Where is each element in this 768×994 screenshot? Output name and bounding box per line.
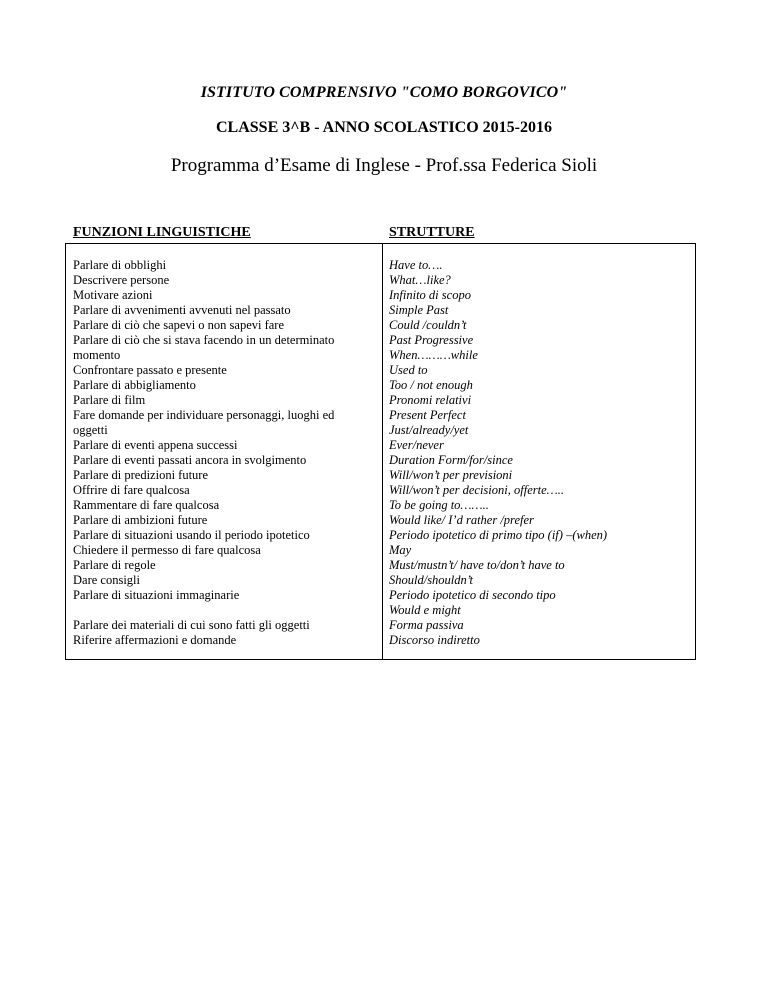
funzione-item: Parlare di obblighi (73, 258, 167, 272)
struttura-item: Would e might (389, 603, 461, 617)
funzione-item: Parlare di ambizioni future (73, 513, 208, 527)
funzione-item: momento (73, 348, 121, 362)
struttura-item: Discorso indiretto (389, 633, 480, 647)
struttura-item: Would like/ I’d rather /prefer (389, 513, 534, 527)
strutture-list (389, 258, 689, 648)
struttura-item: Present Perfect (389, 408, 466, 422)
funzione-item: Chiedere il permesso di fare qualcosa (73, 543, 261, 557)
funzione-item: oggetti (73, 423, 108, 437)
program-title: Programma d’Esame di Inglese - Prof.ssa Federica Sioli (170, 155, 598, 176)
funzione-item: Rammentare di fare qualcosa (73, 498, 220, 512)
struttura-item: Used to (389, 363, 428, 377)
struttura-item: Duration Form/for/since (389, 453, 513, 467)
strutture-heading: STRUTTURE (389, 225, 475, 240)
funzione-item: Descrivere persone (73, 273, 170, 287)
funzione-item: Confrontare passato e presente (73, 363, 227, 377)
struttura-item: Should/shouldn’t (389, 573, 474, 587)
struttura-item: Forma passiva (389, 618, 464, 632)
struttura-item: Too / not enough (389, 378, 473, 392)
struttura-item: Periodo ipotetico di secondo tipo (389, 588, 556, 602)
funzione-item: Fare domande per individuare personaggi, luoghi ed (73, 408, 335, 422)
funzione-item: Parlare di regole (73, 558, 156, 572)
struttura-item: May (389, 543, 412, 557)
funzioni-list (73, 258, 378, 648)
funzione-item: Parlare di predizioni future (73, 468, 209, 482)
struttura-item: Must/mustn’t/ have to/don’t have to (389, 558, 565, 572)
column-divider (382, 244, 383, 659)
struttura-item: Simple Past (389, 303, 449, 317)
struttura-item: Pronomi relativi (389, 393, 472, 407)
struttura-item: Periodo ipotetico di primo tipo (if) –(when) (389, 528, 608, 542)
funzione-item: Parlare di ciò che sapevi o non sapevi fare (73, 318, 285, 332)
struttura-item: Have to…. (389, 258, 443, 272)
funzione-item: Offrire di fare qualcosa (73, 483, 190, 497)
struttura-item: Could /couldn’t (389, 318, 467, 332)
funzione-item: Parlare di eventi passati ancora in svolgimento (73, 453, 307, 467)
list-gap (73, 603, 378, 618)
funzione-item: Parlare di avvenimenti avvenuti nel passato (73, 303, 291, 317)
funzione-item: Parlare di ciò che si stava facendo in un determinato (73, 333, 335, 347)
funzione-item: Parlare di situazioni immaginarie (73, 588, 240, 602)
struttura-item: Will/won’t per decisioni, offerte….. (389, 483, 564, 497)
struttura-item: Infinito di scopo (389, 288, 471, 302)
struttura-item: Ever/never (389, 438, 444, 452)
struttura-item: When………while (389, 348, 478, 362)
struttura-item: Just/already/yet (389, 423, 469, 437)
struttura-item: Will/won’t per previsioni (389, 468, 513, 482)
struttura-item: To be going to…….. (389, 498, 489, 512)
struttura-item: Past Progressive (389, 333, 474, 347)
funzione-item: Dare consigli (73, 573, 140, 587)
funzione-item: Parlare di eventi appena successi (73, 438, 238, 452)
funzione-item: Parlare dei materiali di cui sono fatti gli oggetti (73, 618, 310, 632)
funzione-item: Parlare di situazioni usando il periodo ipotetico (73, 528, 310, 542)
funzione-item: Motivare azioni (73, 288, 153, 302)
program-table (65, 243, 696, 660)
funzioni-heading: FUNZIONI LINGUISTICHE (73, 225, 251, 240)
funzione-item: Riferire affermazioni e domande (73, 633, 237, 647)
class-year: CLASSE 3^B - ANNO SCOLASTICO 2015-2016 (215, 119, 553, 136)
funzione-item: Parlare di film (73, 393, 146, 407)
funzione-item: Parlare di abbigliamento (73, 378, 196, 392)
struttura-item: What…like? (389, 273, 451, 287)
school-name: ISTITUTO COMPRENSIVO "COMO BORGOVICO" (200, 84, 568, 101)
